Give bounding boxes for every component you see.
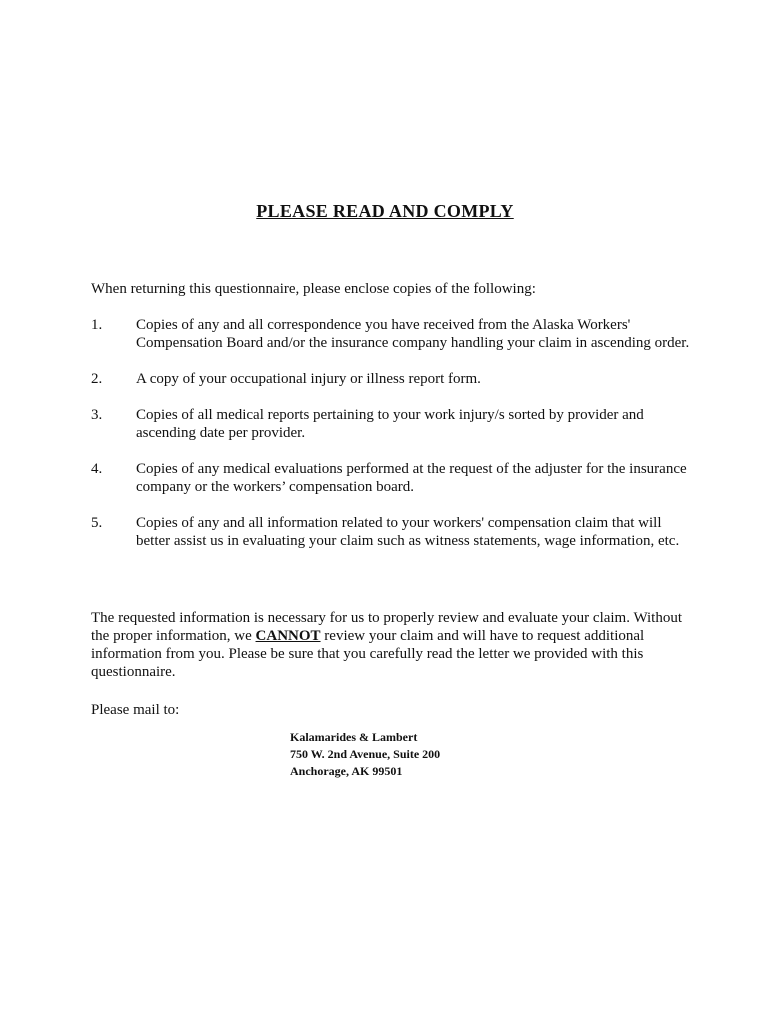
page-title: PLEASE READ AND COMPLY bbox=[256, 201, 514, 221]
closing-text-part2: review your claim and will have to request additional information from you. Please be sure that you carefully read the letter we provided with this questionnaire. bbox=[91, 628, 645, 680]
closing-paragraph bbox=[91, 609, 691, 681]
mailing-address bbox=[290, 729, 440, 780]
list-item-text: Copies of any and all information related to your workers' compensation claim that will better assist us in evaluating your claim such as witness statements, wage information, etc. bbox=[136, 515, 680, 549]
list-item-number: 5. bbox=[91, 515, 103, 531]
list-item-number: 3. bbox=[91, 407, 103, 423]
list-item bbox=[91, 514, 691, 550]
list-item-text: Copies of any medical evaluations performed at the request of the adjuster for the insurance company or the workers’ compensation board. bbox=[136, 461, 687, 495]
address-name: Kalamarides & Lambert bbox=[290, 730, 418, 744]
list-item-number: 2. bbox=[91, 371, 103, 387]
mail-label: Please mail to: bbox=[91, 702, 180, 718]
cannot-emphasis: CANNOT bbox=[255, 628, 321, 644]
address-street: 750 W. 2nd Avenue, Suite 200 bbox=[290, 747, 441, 761]
list-item bbox=[91, 370, 691, 388]
list-item bbox=[91, 316, 691, 352]
intro-paragraph: When returning this questionnaire, please enclose copies of the following: bbox=[91, 281, 536, 297]
list-item-number: 4. bbox=[91, 461, 103, 477]
list-item bbox=[91, 460, 691, 496]
enclosure-list bbox=[91, 316, 691, 568]
list-item-number: 1. bbox=[91, 317, 103, 333]
closing-text-part1: The requested information is necessary for us to properly review and evaluate your claim. Without the proper information, we bbox=[91, 610, 683, 644]
list-item-text: Copies of all medical reports pertaining to your work injury/s sorted by provider and ascending date per provider. bbox=[136, 407, 644, 441]
list-item-text: Copies of any and all correspondence you have received from the Alaska Workers' Compensation Board and/or the insurance company handling your claim in ascending order. bbox=[136, 317, 690, 351]
list-item-text: A copy of your occupational injury or illness report form. bbox=[136, 371, 481, 387]
list-item bbox=[91, 406, 691, 442]
address-city: Anchorage, AK 99501 bbox=[290, 764, 403, 778]
